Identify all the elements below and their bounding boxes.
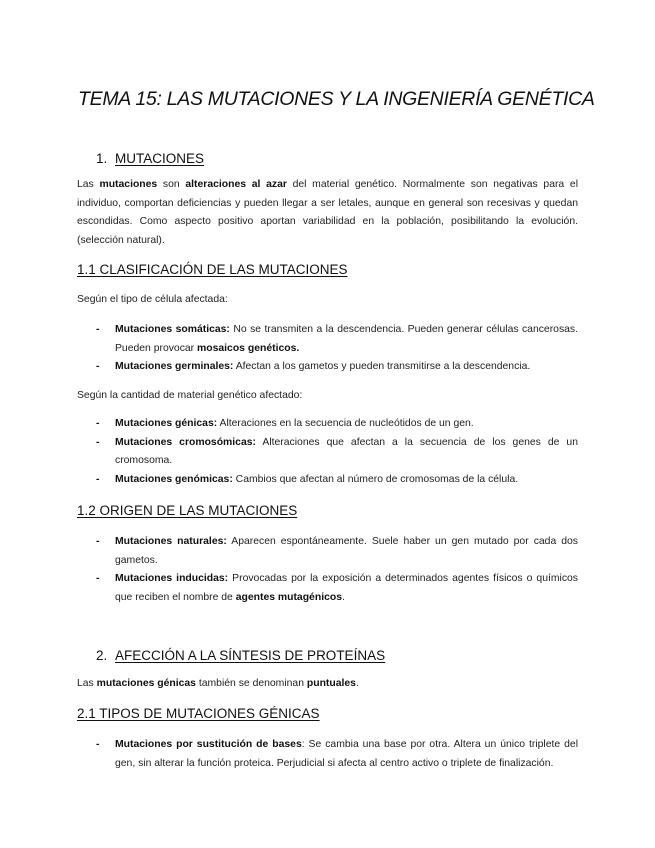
section-1-title: MUTACIONES (115, 151, 205, 166)
section-1-paragraph: Las mutaciones son alteraciones al azar del material genético. Normalmente son negativas para el individuo, comportan deficiencias y pueden llegar a ser letales, aunque en general son recesivas y quedan escondidas. Como aspecto positivo aportan variabilidad en la población, posibilitando la evolución. (selección natural). (77, 179, 579, 246)
section-2-title: AFECCIÓN A LA SÍNTESIS DE PROTEÍNAS (115, 648, 386, 663)
term-mutaciones: mutaciones (99, 179, 158, 190)
list-marker: - (96, 324, 100, 335)
list-marker: - (96, 573, 100, 585)
list-item: - Mutaciones cromosómicas: Alteraciones que afectan a la secuencia de los genes de un cromosoma. (96, 434, 578, 471)
document-title: TEMA 15: LAS MUTACIONES Y LA INGENIERÍA GENÉTICA (78, 88, 595, 110)
classification-by-amount-label: Según la cantidad de material genético afectado: (77, 390, 303, 401)
section-2-1-heading: 2.1 TIPOS DE MUTACIONES GÉNICAS (77, 706, 320, 721)
list-marker: - (96, 739, 100, 750)
list-item: - Mutaciones por sustitución de bases: Se cambia una base por otra. Altera un único triplete del gen, sin alterar la función proteica. Perjudicial si afecta al centro activo o triplete de finalización. (96, 736, 578, 773)
list-item: - Mutaciones inducidas: Provocadas por la exposición a determinados agentes físicos o químicos que reciben el nombre de agentes mutagénicos. (96, 570, 578, 607)
section-1-number: 1. (96, 151, 108, 166)
gene-mutation-types-list (96, 736, 578, 773)
section-2-heading (96, 648, 385, 663)
cell-type-list (96, 321, 578, 377)
section-1-2-heading: 1.2 ORIGEN DE LAS MUTACIONES (77, 503, 298, 518)
section-2-number: 2. (96, 648, 108, 663)
term-puntuales: puntuales (306, 678, 356, 689)
term-alteraciones-azar: alteraciones al azar (185, 179, 287, 190)
list-marker: - (96, 536, 100, 547)
term-mosaicos: mosaicos genéticos. (197, 342, 300, 354)
list-marker: - (96, 473, 100, 485)
list-item: - Mutaciones naturales: Aparecen espontáneamente. Suele haber un gen mutado por cada dos gametos. (96, 533, 578, 570)
list-item: - Mutaciones génicas: Alteraciones en la secuencia de nucleótidos de un gen. (96, 415, 578, 434)
term-agentes-mutagenicos: agentes mutagénicos (235, 591, 342, 603)
list-marker: - (96, 418, 100, 429)
origin-list (96, 533, 578, 607)
term-mutaciones-genicas: mutaciones génicas (96, 678, 196, 689)
list-item: - Mutaciones germinales: Afectan a los gametos y pueden transmitirse a la descendencia. (96, 358, 578, 377)
section-1-1-heading: 1.1 CLASIFICACIÓN DE LAS MUTACIONES (77, 262, 348, 277)
classification-by-cell-label: Según el tipo de célula afectada: (77, 294, 228, 305)
list-marker: - (96, 361, 100, 373)
list-item: - Mutaciones genómicas: Cambios que afectan al número de cromosomas de la célula. (96, 471, 578, 490)
section-1-heading (96, 151, 204, 166)
list-marker: - (96, 436, 100, 448)
list-item: - Mutaciones somáticas: No se transmiten a la descendencia. Pueden generar células cancerosas. Pueden provocar mosaicos genéticos. (96, 321, 578, 358)
section-2-paragraph: Las mutaciones génicas también se denominan puntuales. (77, 678, 359, 689)
amount-type-list (96, 415, 578, 489)
